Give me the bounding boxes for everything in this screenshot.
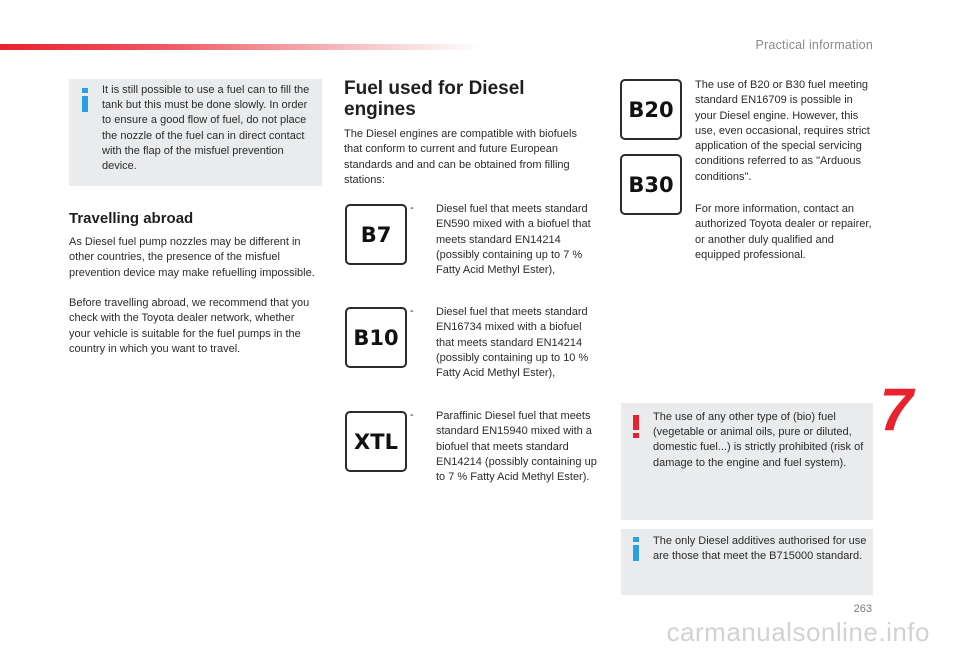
section-title: Practical information: [755, 38, 873, 52]
b20-b30-paragraph-2: For more information, contact an authorized Toyota dealer or repairer, or another duly qualified and equipped professional.: [695, 203, 872, 261]
fuel-item-xtl-text: Paraffinic Diesel fuel that meets standard EN15940 mixed with a biofuel that meets standard EN14214 (possibly containing up to 7 % Fatty Acid Methyl Ester).: [436, 410, 597, 484]
header-accent-bar: [0, 44, 480, 50]
info-box-fuel-can: [69, 79, 322, 186]
fuel-label-b30: B30: [620, 154, 682, 215]
travel-paragraph-1: As Diesel fuel pump nozzles may be different in other countries, the presence of the misfuel prevention device may make refuelling impossible.: [69, 236, 315, 279]
fuel-label-b20: B20: [620, 79, 682, 140]
list-bullet: -: [410, 409, 414, 421]
fuel-item-b10-text: Diesel fuel that meets standard EN16734 mixed with a biofuel that meets standard EN14214 (possibly containing up to 10 % Fatty Acid Methyl Ester),: [436, 306, 589, 380]
fuel-label-b7: B7: [345, 204, 407, 265]
fuel-item-b7-text: Diesel fuel that meets standard EN590 mixed with a biofuel that meets standard EN14214 (possibly containing up to 7 % Fatty Acid Methyl Ester),: [436, 203, 591, 277]
list-bullet: -: [410, 202, 414, 214]
fuel-label-xtl: XTL: [345, 411, 407, 472]
fuel-label-b10: B10: [345, 307, 407, 368]
watermark: carmanualsonline.info: [666, 617, 930, 647]
additives-text: The only Diesel additives authorised for use are those that meet the B715000 standard.: [653, 535, 867, 563]
page-number: 263: [853, 603, 872, 615]
info-icon: [633, 537, 639, 561]
warning-icon: [633, 415, 639, 438]
warning-text: The use of any other type of (bio) fuel (vegetable or animal oils, pure or diluted, domestic fuel...) is strictly prohibited (risk of damage to the engine and fuel system).: [653, 411, 864, 469]
chapter-number: 7: [879, 376, 913, 443]
travel-heading: Travelling abroad: [69, 210, 194, 227]
info-box-additives: [621, 529, 873, 595]
warning-box: [621, 403, 873, 520]
info-box-text: It is still possible to use a fuel can to fill the tank but this must be done slowly. In order to ensure a good flow of fuel, do not place the nozzle of the fuel can in direct contact with the flap of the misfuel prevention device.: [102, 84, 310, 173]
list-bullet: -: [410, 305, 414, 317]
travel-paragraph-2: Before travelling abroad, we recommend that you check with the Toyota dealer network, whether your vehicle is suitable for the fuel pumps in the country in which you want to travel.: [69, 297, 310, 355]
intro-paragraph: The Diesel engines are compatible with biofuels that conform to current and future European standards and and can be obtained from filling stations:: [344, 128, 577, 186]
info-icon: [82, 88, 88, 112]
b20-b30-paragraph-1: The use of B20 or B30 fuel meeting standard EN16709 is possible in your Diesel engine. However, this use, even occasional, requires strict application of the special servicing conditions referred to as "Arduous conditions".: [695, 79, 870, 183]
page-title: Fuel used for Diesel engines: [344, 78, 525, 120]
